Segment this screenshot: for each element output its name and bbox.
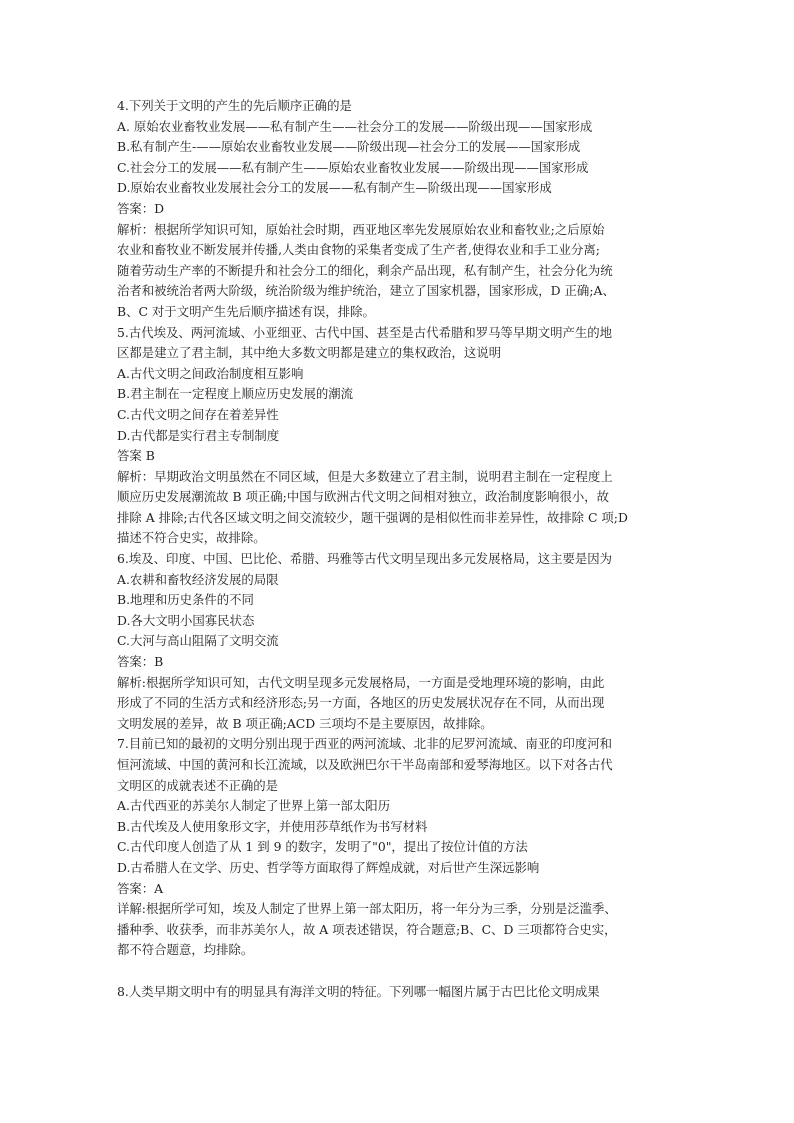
answer: 答案：A bbox=[117, 880, 164, 896]
question-7-stem: 文明区的成就表述不正确的是 bbox=[117, 777, 279, 793]
explanation-line: 描述不符合史实，故排除。 bbox=[117, 530, 266, 546]
option-d: D.原始农业畜牧业发展社会分工的发展——私有制产生—阶级出现——国家形成 bbox=[117, 180, 552, 196]
option-d: D.古希腊人在文学、历史、哲学等方面取得了辉煌成就，对后世产生深远影响 bbox=[117, 859, 540, 875]
question-7 bbox=[117, 734, 687, 961]
explanation-line: 顺应历史发展潮流故 B 项正确;中国与欧洲古代文明之间相对独立，政治制度影响很小，故 bbox=[117, 489, 610, 505]
option-c: C.社会分工的发展——私有制产生——原始农业畜牧业发展——阶级出现——国家形成 bbox=[117, 159, 589, 175]
question-7-stem: 恒河流域、中国的黄河和长江流域，以及欧洲巴尔干半岛南部和爱琴海地区。以下对各古代 bbox=[117, 757, 613, 772]
answer: 答案：D bbox=[117, 200, 165, 216]
explanation-line: 解析：根据所学知识可知，原始社会时期，西亚地区率先发展原始农业和畜牧业;之后原始 bbox=[117, 221, 605, 237]
explanation-line: 解析:根据所学知识可知，古代文明呈现多元发展格局，一方面是受地理环境的影响，由此 bbox=[117, 674, 605, 690]
explanation-line: B、C 对于文明产生先后顺序描述有误，排除。 bbox=[117, 303, 375, 319]
question-4-stem: 4.下列关于文明的产生的先后顺序正确的是 bbox=[117, 98, 352, 113]
option-c: C.大河与高山阻隔了文明交流 bbox=[117, 633, 279, 649]
explanation-line: 形成了不同的生活方式和经济形态;另一方面，各地区的历史发展状况存在不同，从而出现 bbox=[117, 695, 605, 711]
question-4 bbox=[117, 96, 687, 323]
question-6 bbox=[117, 549, 687, 734]
answer: 答案 B bbox=[117, 448, 155, 464]
document-page bbox=[117, 96, 687, 1002]
option-a: A.古代西亚的苏美尔人制定了世界上第一部太阳历 bbox=[117, 798, 391, 814]
explanation-line: 都不符合题意，均排除。 bbox=[117, 942, 254, 958]
option-d: D.各大文明小国寡民状态 bbox=[117, 612, 255, 628]
option-b: B.私有制产生-——原始农业畜牧业发展——阶级出现—社会分工的发展——国家形成 bbox=[117, 139, 581, 155]
option-a: A.农耕和畜牧经济发展的局限 bbox=[117, 571, 279, 587]
explanation-line: 排除 A 排除;古代各区域文明之间交流较少，题干强调的是相似性而非差异性，故排除 C 项;D bbox=[117, 509, 628, 525]
question-7-stem: 7.目前已知的最初的文明分别出现于西亚的两河流域、北非的尼罗河流域、南亚的印度河和 bbox=[117, 736, 613, 752]
option-a: A. 原始农业畜牧业发展——私有制产生——社会分工的发展——阶级出现——国家形成 bbox=[117, 118, 593, 134]
option-a: A.古代文明之间政治制度相互影响 bbox=[117, 365, 304, 381]
question-8-stem: 8.人类早期文明中有的明显具有海洋文明的特征。下列哪一幅图片属于古巴比伦文明成果 bbox=[117, 983, 600, 999]
explanation-line: 随着劳动生产率的不断提升和社会分工的细化，剩余产品出现，私有制产生，社会分化为统 bbox=[117, 262, 613, 278]
explanation-line: 详解:根据所学可知，埃及人制定了世界上第一部太阳历，将一年分为三季，分别是泛滥季、 bbox=[117, 901, 617, 917]
option-b: B.古代埃及人使用象形文字，并使用莎草纸作为书写材料 bbox=[117, 818, 428, 834]
explanation-line: 播种季、收获季，而非苏美尔人，故 A 项表述错误，符合题意;B、C、D 三项都符合史实， bbox=[117, 921, 617, 937]
question-8 bbox=[117, 982, 687, 1003]
option-b: B.地理和历史条件的不同 bbox=[117, 592, 254, 608]
explanation-line: 治者和被统治者两大阶级，统治阶级为维护统治，建立了国家机器，国家形成，D 正确;A、 bbox=[117, 283, 615, 299]
option-b: B.君主制在一定程度上顺应历史发展的潮流 bbox=[117, 386, 354, 402]
option-d: D.古代都是实行君主专制制度 bbox=[117, 427, 280, 443]
option-c: C.古代印度人创造了从 1 到 9 的数字，发明了"0"，提出了按位计值的方法 bbox=[117, 839, 528, 855]
blank-line bbox=[117, 961, 687, 982]
explanation-line: 农业和畜牧业不断发展并传播,人类由食物的采集者变成了生产者,使得农业和手工业分离; bbox=[117, 242, 600, 258]
question-6-stem: 6.埃及、印度、中国、巴比伦、希腊、玛雅等古代文明呈现出多元发展格局，这主要是因为 bbox=[117, 551, 613, 567]
question-5-stem: 区都是建立了君主制，其中绝大多数文明都是建立的集权政治，这说明 bbox=[117, 345, 502, 361]
answer: 答案：B bbox=[117, 654, 164, 670]
explanation-line: 解析：早期政治文明虽然在不同区域，但是大多数建立了君主制，说明君主制在一定程度上 bbox=[117, 468, 613, 484]
option-c: C.古代文明之间存在着差异性 bbox=[117, 406, 279, 422]
question-5-stem: 5.古代埃及、两河流域、小亚细亚、古代中国、甚至是古代希腊和罗马等早期文明产生的地 bbox=[117, 324, 613, 340]
question-5 bbox=[117, 323, 687, 550]
explanation-line: 文明发展的差异，故 B 项正确;ACD 三项均不是主要原因，故排除。 bbox=[117, 715, 493, 731]
